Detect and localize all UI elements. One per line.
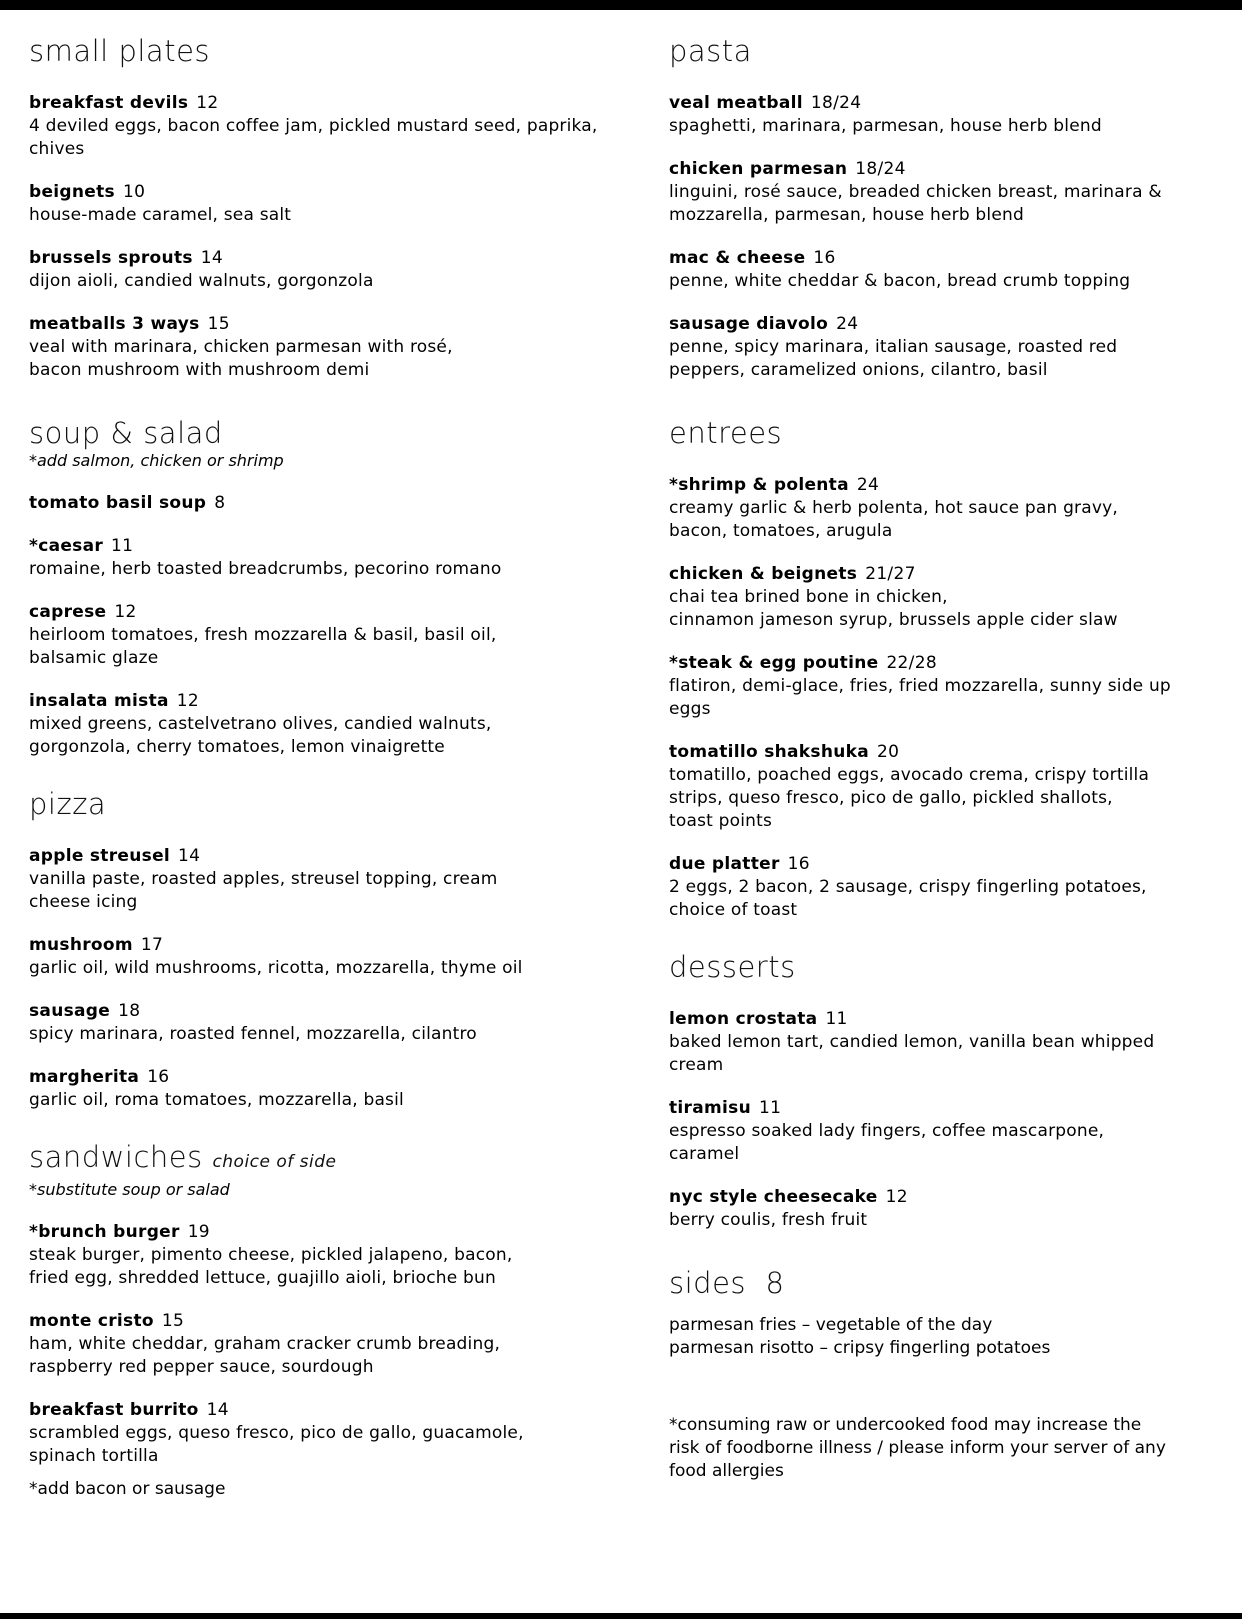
section-entrees bbox=[669, 412, 1209, 922]
food-safety-disclaimer: *consuming raw or undercooked food may increase the risk of foodborne illness / please inform your server of any food allergies bbox=[669, 1415, 1166, 1481]
menu-item-description: heirloom tomatoes, fresh mozzarella & basil, basil oil, balsamic glaze bbox=[29, 625, 497, 668]
section-title-text: sandwiches bbox=[29, 1140, 203, 1174]
menu-item-name: mushroom bbox=[29, 935, 133, 955]
menu-item-price: 16 bbox=[787, 854, 810, 874]
menu-item bbox=[29, 247, 609, 293]
menu-item-name: caprese bbox=[29, 602, 107, 622]
menu-item-name: sausage bbox=[29, 1001, 111, 1021]
menu-item-price: 15 bbox=[207, 314, 230, 334]
menu-item-price: 16 bbox=[147, 1067, 170, 1087]
menu-item-price: 20 bbox=[877, 742, 900, 762]
menu-item-name: tomato basil soup bbox=[29, 493, 207, 513]
menu-item-price: 11 bbox=[111, 536, 134, 556]
sandwiches-footnote: *add bacon or sausage bbox=[29, 1479, 226, 1499]
menu-item bbox=[29, 1000, 609, 1046]
menu-item-heading bbox=[29, 1399, 609, 1422]
menu-item-price: 11 bbox=[825, 1009, 848, 1029]
menu-item-price: 11 bbox=[758, 1098, 782, 1118]
menu-item-heading bbox=[29, 934, 609, 957]
menu-item-description: scrambled eggs, queso fresco, pico de gallo, guacamole, spinach tortilla bbox=[29, 1423, 524, 1466]
menu-item-heading bbox=[669, 1186, 1209, 1209]
section-sides bbox=[669, 1262, 1209, 1360]
section-desserts bbox=[669, 946, 1209, 1232]
menu-item-price: 24 bbox=[836, 314, 859, 334]
section-note: *add salmon, chicken or shrimp bbox=[29, 451, 284, 470]
menu-item bbox=[29, 535, 609, 581]
menu-item-heading bbox=[669, 158, 1209, 181]
menu-item-heading bbox=[669, 563, 1209, 586]
menu-item-description: vanilla paste, roasted apples, streusel topping, cream cheese icing bbox=[29, 869, 498, 912]
menu-item-description: spicy marinara, roasted fennel, mozzarella, cilantro bbox=[29, 1024, 477, 1044]
menu-item-name: mac & cheese bbox=[669, 248, 806, 268]
left-column bbox=[29, 30, 609, 1501]
menu-item-heading bbox=[669, 313, 1209, 336]
section-title bbox=[669, 1262, 1209, 1304]
menu-item-name: veal meatball bbox=[669, 93, 803, 113]
menu-item-description: penne, white cheddar & bacon, bread crumb topping bbox=[669, 271, 1131, 291]
menu-item-heading bbox=[29, 181, 609, 204]
section-pasta bbox=[669, 30, 1209, 382]
menu-item-price: 14 bbox=[178, 846, 201, 866]
menu-item-price: 12 bbox=[114, 602, 137, 622]
sides-price: 8 bbox=[765, 1266, 785, 1300]
menu-item-heading bbox=[29, 1221, 609, 1244]
menu-item-description: berry coulis, fresh fruit bbox=[669, 1210, 868, 1230]
section-small-plates bbox=[29, 30, 609, 382]
menu-item-name: breakfast burrito bbox=[29, 1400, 199, 1420]
menu-item bbox=[669, 853, 1209, 922]
menu-item-heading bbox=[669, 853, 1209, 876]
menu-item-name: *brunch burger bbox=[29, 1222, 180, 1242]
menu-item-price: 18 bbox=[118, 1001, 141, 1021]
section-title: pizza bbox=[29, 787, 107, 821]
menu-item-name: *caesar bbox=[29, 536, 104, 556]
menu-item-description: flatiron, demi-glace, fries, fried mozzarella, sunny side up eggs bbox=[669, 676, 1171, 719]
menu-item bbox=[669, 474, 1209, 543]
section-note: *substitute soup or salad bbox=[29, 1180, 230, 1199]
menu-item-description: ham, white cheddar, graham cracker crumb breading, raspberry red pepper sauce, sourdough bbox=[29, 1334, 501, 1377]
bottom-border bbox=[0, 1613, 1242, 1619]
menu-item-price: 16 bbox=[813, 248, 836, 268]
menu-item-price: 22/28 bbox=[886, 653, 937, 673]
section-title: pasta bbox=[669, 34, 752, 68]
menu-item-price: 12 bbox=[196, 93, 219, 113]
menu-item-price: 14 bbox=[200, 248, 224, 268]
section-title: soup & salad bbox=[29, 416, 223, 450]
menu-item-name: tiramisu bbox=[669, 1098, 751, 1118]
menu-item-price: 10 bbox=[122, 182, 146, 202]
menu-item bbox=[669, 247, 1209, 293]
menu-item bbox=[29, 1066, 609, 1112]
menu-item-description: tomatillo, poached eggs, avocado crema, crispy tortilla strips, queso fresco, pico de gallo, pickled shallots, toast points bbox=[669, 765, 1150, 831]
menu-item-heading bbox=[29, 1000, 609, 1023]
menu-item-name: *steak & egg poutine bbox=[669, 653, 879, 673]
menu-item bbox=[29, 92, 609, 161]
menu-item-description: steak burger, pimento cheese, pickled jalapeno, bacon, fried egg, shredded lettuce, guajillo aioli, brioche bun bbox=[29, 1245, 513, 1288]
menu-item-heading bbox=[669, 652, 1209, 675]
menu-item-name: brussels sprouts bbox=[29, 248, 193, 268]
section-title: small plates bbox=[29, 34, 211, 68]
menu-item-description: chai tea brined bone in chicken, cinnamon jameson syrup, brussels apple cider slaw bbox=[669, 587, 1118, 630]
menu-item-heading bbox=[29, 1066, 609, 1089]
top-border bbox=[0, 0, 1242, 10]
menu-item-price: 17 bbox=[140, 935, 164, 955]
menu-item-description: house-made caramel, sea salt bbox=[29, 205, 292, 225]
menu-item-heading bbox=[29, 92, 609, 115]
menu-item-price: 19 bbox=[187, 1222, 210, 1242]
menu-item-price: 18/24 bbox=[810, 93, 862, 113]
sides-line: parmesan fries – vegetable of the day bbox=[669, 1315, 993, 1335]
menu-item-heading bbox=[669, 92, 1209, 115]
menu-item-heading bbox=[29, 845, 609, 868]
menu-item bbox=[669, 563, 1209, 632]
menu-item-heading bbox=[669, 1008, 1209, 1031]
menu-item-description: romaine, herb toasted breadcrumbs, pecorino romano bbox=[29, 559, 502, 579]
menu-item-description: veal with marinara, chicken parmesan with rosé, bacon mushroom with mushroom demi bbox=[29, 337, 453, 380]
menu-item-heading bbox=[29, 535, 609, 558]
menu-item-name: breakfast devils bbox=[29, 93, 189, 113]
menu-item bbox=[29, 934, 609, 980]
menu-item-name: insalata mista bbox=[29, 691, 169, 711]
menu-item-name: chicken parmesan bbox=[669, 159, 848, 179]
menu-item-price: 15 bbox=[161, 1311, 185, 1331]
menu-item-name: *shrimp & polenta bbox=[669, 475, 849, 495]
menu-item-name: chicken & beignets bbox=[669, 564, 858, 584]
menu-item-name: sausage diavolo bbox=[669, 314, 829, 334]
menu-item bbox=[29, 1310, 609, 1379]
section-pizza bbox=[29, 783, 609, 1112]
menu-item bbox=[669, 1097, 1209, 1166]
menu-item-description: dijon aioli, candied walnuts, gorgonzola bbox=[29, 271, 374, 291]
menu-item-price: 12 bbox=[176, 691, 200, 711]
menu-item bbox=[669, 1008, 1209, 1077]
menu-item-name: nyc style cheesecake bbox=[669, 1187, 878, 1207]
menu-item-heading bbox=[669, 1097, 1209, 1120]
menu-item bbox=[29, 601, 609, 670]
menu-item-heading bbox=[29, 690, 609, 713]
menu-item-description: creamy garlic & herb polenta, hot sauce pan gravy, bacon, tomatoes, arugula bbox=[669, 498, 1118, 541]
menu-item-name: monte cristo bbox=[29, 1311, 154, 1331]
menu-item bbox=[29, 492, 609, 515]
menu-item bbox=[29, 845, 609, 914]
menu-item-name: lemon crostata bbox=[669, 1009, 818, 1029]
menu-item-heading bbox=[29, 492, 609, 515]
menu-item-heading bbox=[669, 247, 1209, 270]
menu-item-name: tomatillo shakshuka bbox=[669, 742, 869, 762]
menu-item-price: 18/24 bbox=[855, 159, 906, 179]
menu-item-price: 12 bbox=[885, 1187, 908, 1207]
menu-item-name: apple streusel bbox=[29, 846, 171, 866]
menu-item-heading bbox=[669, 474, 1209, 497]
right-column bbox=[669, 30, 1209, 1483]
menu-item-heading bbox=[29, 313, 609, 336]
menu-item bbox=[29, 690, 609, 759]
menu-item-description: espresso soaked lady fingers, coffee mascarpone, caramel bbox=[669, 1121, 1105, 1164]
menu-item-price: 8 bbox=[214, 493, 226, 513]
menu-item bbox=[669, 92, 1209, 138]
section-soup-salad bbox=[29, 412, 609, 759]
menu-item bbox=[29, 313, 609, 382]
sides-line: parmesan risotto – cripsy fingerling potatoes bbox=[669, 1338, 1051, 1358]
section-title-text: sides bbox=[669, 1266, 747, 1300]
menu-item-description: baked lemon tart, candied lemon, vanilla bean whipped cream bbox=[669, 1032, 1155, 1075]
section-title: desserts bbox=[669, 950, 796, 984]
menu-item bbox=[29, 181, 609, 227]
menu-item bbox=[669, 1186, 1209, 1232]
menu-item-name: due platter bbox=[669, 854, 780, 874]
menu-item-heading bbox=[669, 741, 1209, 764]
menu-item-heading bbox=[29, 1310, 609, 1333]
menu-item bbox=[669, 741, 1209, 833]
menu-item-heading bbox=[29, 247, 609, 270]
menu-item bbox=[29, 1221, 609, 1290]
section-title bbox=[29, 1136, 609, 1183]
menu-item-description: spaghetti, marinara, parmesan, house herb blend bbox=[669, 116, 1102, 136]
section-title: entrees bbox=[669, 416, 783, 450]
menu-item-heading bbox=[29, 601, 609, 624]
menu-item-description: garlic oil, roma tomatoes, mozzarella, basil bbox=[29, 1090, 404, 1110]
menu-item-price: 14 bbox=[206, 1400, 229, 1420]
menu-item bbox=[669, 313, 1209, 382]
menu-item-name: meatballs 3 ways bbox=[29, 314, 200, 334]
section-sandwiches bbox=[29, 1136, 609, 1501]
menu-item-price: 24 bbox=[856, 475, 880, 495]
section-subtitle: choice of side bbox=[212, 1152, 337, 1172]
menu-item-description: garlic oil, wild mushrooms, ricotta, mozzarella, thyme oil bbox=[29, 958, 523, 978]
menu-item-price: 21/27 bbox=[865, 564, 916, 584]
menu-item-description: mixed greens, castelvetrano olives, candied walnuts, gorgonzola, cherry tomatoes, lemon vinaigrette bbox=[29, 714, 492, 757]
menu-item-description: linguini, rosé sauce, breaded chicken breast, marinara & mozzarella, parmesan, house herb blend bbox=[669, 182, 1162, 225]
menu-item-name: margherita bbox=[29, 1067, 140, 1087]
menu-item bbox=[669, 158, 1209, 227]
menu-item bbox=[669, 652, 1209, 721]
menu-item-name: beignets bbox=[29, 182, 115, 202]
menu-item-description: 2 eggs, 2 bacon, 2 sausage, crispy fingerling potatoes, choice of toast bbox=[669, 877, 1147, 920]
menu-item-description: penne, spicy marinara, italian sausage, roasted red peppers, caramelized onions, cilantro, basil bbox=[669, 337, 1118, 380]
menu-item bbox=[29, 1399, 609, 1468]
menu-item-description: 4 deviled eggs, bacon coffee jam, pickled mustard seed, paprika, chives bbox=[29, 116, 598, 159]
